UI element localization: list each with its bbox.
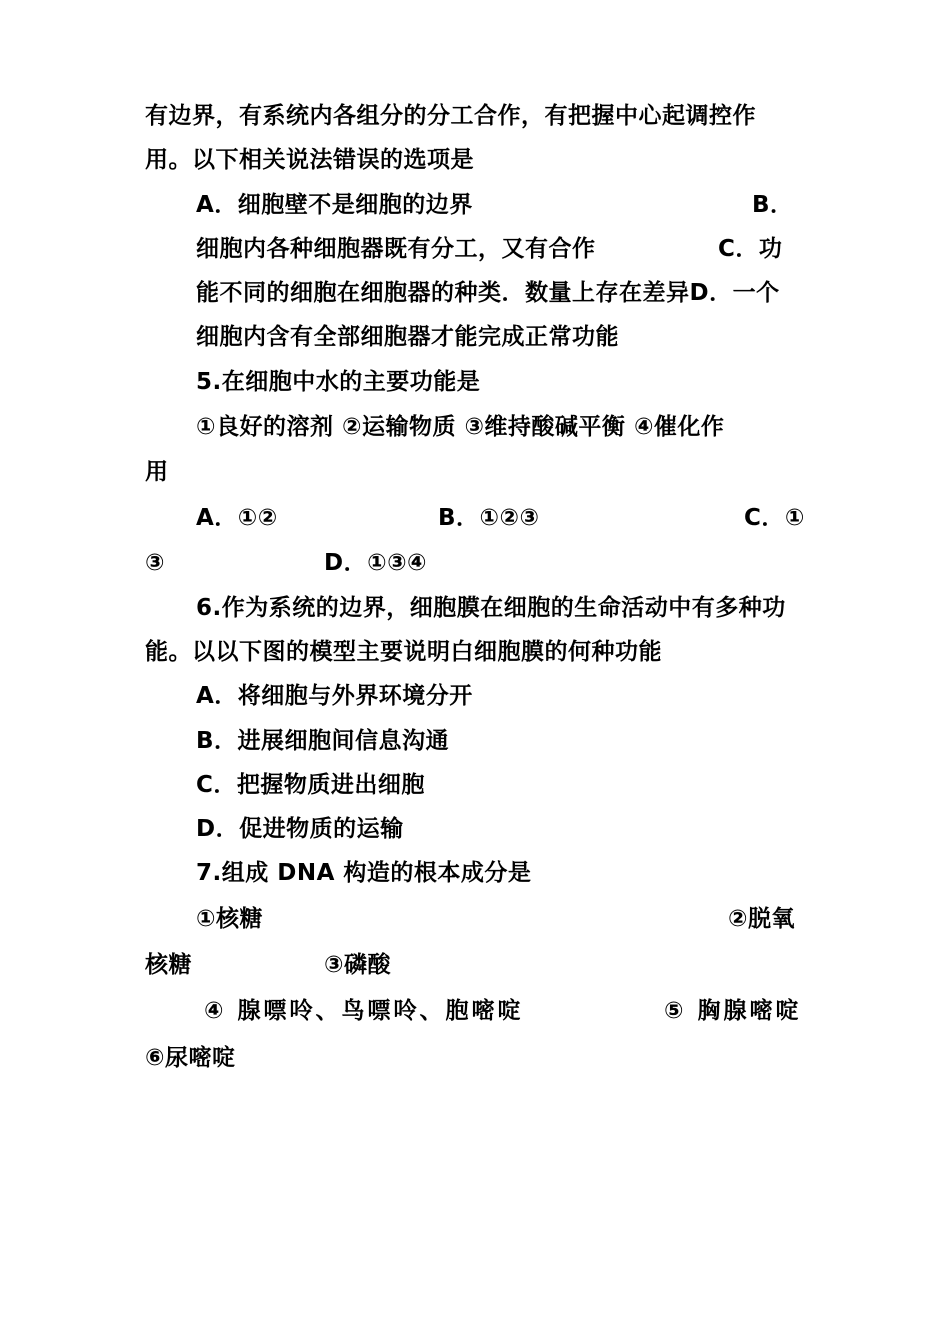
- q5-option-b: B．①②③: [438, 505, 540, 531]
- q7-item3: ③磷酸: [324, 952, 391, 978]
- q5-option-c-line2: ③: [145, 550, 165, 576]
- q4-stem-line2: 用。以下相关说法错误的选项是: [145, 147, 474, 173]
- q7-item2-line1: ②脱氧: [728, 906, 795, 932]
- q6-stem-line2: 能。以以下图的模型主要说明白细胞膜的何种功能: [145, 639, 662, 665]
- q7-item6: ⑥尿嘧啶: [145, 1045, 236, 1071]
- q4-option-d-text: 细胞内含有全部细胞器才能完成正常功能: [196, 324, 619, 350]
- q7-item4: ④ 腺嘌呤、鸟嘌呤、胞嘧啶: [204, 998, 524, 1024]
- q7-item5: ⑤ 胸腺嘧啶: [664, 998, 802, 1024]
- q6-stem-line1: 6.作为系统的边界，细胞膜在细胞的生命活动中有多种功: [196, 595, 786, 621]
- q5-option-a: A．①②: [196, 505, 278, 531]
- q4-option-c-text: 能不同的细胞在细胞器的种类．数量上存在差异D．一个: [196, 280, 780, 306]
- q4-stem-line1: 有边界，有系统内各组分的分工合作，有把握中心起调控作: [145, 103, 756, 129]
- q7-item1: ①核糖: [196, 906, 263, 932]
- q6-option-a: A．将细胞与外界环境分开: [196, 683, 473, 709]
- q7-item2-line2: 核糖: [145, 952, 192, 978]
- q4-option-a: A．细胞壁不是细胞的边界: [196, 192, 473, 218]
- q5-items-line1: ①良好的溶剂 ②运输物质 ③维持酸碱平衡 ④催化作: [196, 414, 725, 440]
- q6-option-b: B．进展细胞间信息沟通: [196, 728, 450, 754]
- q5-option-d: D．①③④: [324, 550, 428, 576]
- q4-option-b-text: 细胞内各种细胞器既有分工，又有合作: [196, 236, 596, 262]
- q5-items-line2: 用: [145, 459, 169, 485]
- q5-stem: 5.在细胞中水的主要功能是: [196, 369, 481, 395]
- q7-stem: 7.组成 DNA 构造的根本成分是: [196, 860, 532, 886]
- q4-option-c-label: C．功: [718, 236, 783, 262]
- q6-option-d: D．促进物质的运输: [196, 816, 404, 842]
- q6-option-c: C．把握物质进出细胞: [196, 772, 425, 798]
- q4-option-b-label: B．: [752, 192, 794, 218]
- q5-option-c-line1: C．①: [744, 505, 805, 531]
